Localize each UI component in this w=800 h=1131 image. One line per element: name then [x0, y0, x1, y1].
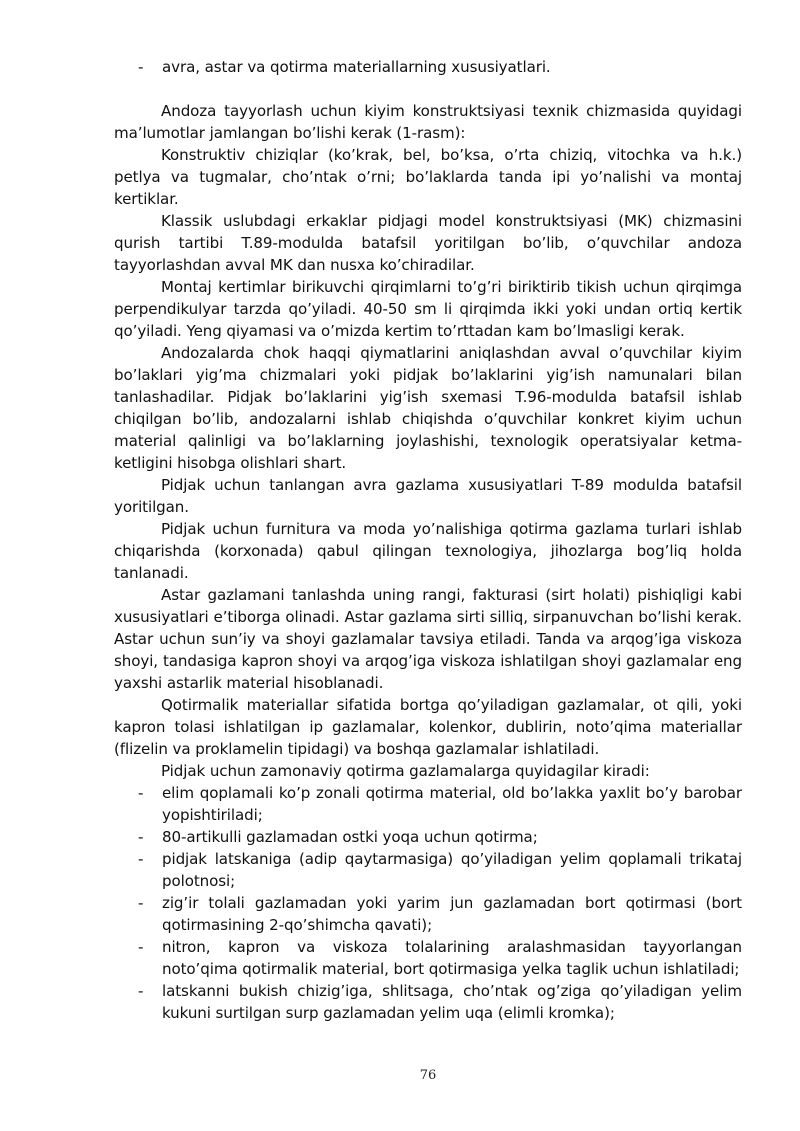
list-item	[114, 936, 742, 980]
paragraph: Qotirmalik materiallar sifatida bortga qo’yiladigan gazlamalar, ot qili, yoki kapron tolasi ishlatilgan ip gazlamalar, kolenkor, dublirin, noto’qima materiallar (flizelin va proklamelin tipidagi) va boshqa gazlamalar ishlatiladi.	[114, 696, 742, 758]
spacer	[114, 78, 742, 100]
list-item-text: 80-artikulli gazlamadan ostki yoqa uchun qotirma;	[162, 828, 538, 846]
list-dash: -	[138, 58, 144, 76]
paragraph: Konstruktiv chiziqlar (ko’krak, bel, bo’ksa, o’rta chiziq, vitochka va h.k.) petlya va tugmalar, cho’ntak o’rni; bo’laklarda tanda ipi yo’nalishi va montaj kertiklar.	[114, 146, 742, 208]
list-item-text: nitron, kapron va viskoza tolalarining aralashmasidan tayyorlangan noto’qima qotirmalik material, bort qotirmasiga yelka taglik uchun ishlatiladi;	[162, 938, 742, 978]
paragraph: Klassik uslubdagi erkaklar pidjagi model konstruktsiyasi (MK) chizmasini qurish tartibi T.89-modulda batafsil yoritilgan bo’lib, o’quvchilar andoza tayyorlashdan avval MK dan nusxa ko’chiradilar.	[114, 212, 742, 274]
list-item	[114, 782, 742, 826]
list-item	[114, 892, 742, 936]
list-dash: -	[138, 784, 144, 802]
list-item-text: elim qoplamali ko’p zonali qotirma material, old bo’lakka yaxlit bo’y barobar yopishtiriladi;	[162, 784, 742, 824]
list-item	[114, 980, 742, 1024]
paragraph: Andoza tayyorlash uchun kiyim konstruktsiyasi texnik chizmasida quyidagi ma’lumotlar jamlangan bo’lishi kerak (1-rasm):	[114, 102, 742, 142]
list-dash: -	[138, 938, 144, 956]
paragraph: Andozalarda chok haqqi qiymatlarini aniqlashdan avval o’quvchilar kiyim bo’laklari yig’ma chizmalari yoki pidjak bo’laklarini yig’ish namunalari bilan tanlashadilar. Pidjak bo’laklarini yig’ish sxemasi T.96-modulda batafsil ishlab chiqilgan bo’lib, andozalarni ishlab chiqishda o’quvchilar konkret kiyim uchun material qalinligi va bo’laklarning joylashishi, texnologik operatsiyalar ketma-ketligini hisobga olishlari shart.	[114, 344, 742, 472]
list-dash: -	[138, 828, 144, 846]
list-item-text: pidjak latskaniga (adip qaytarmasiga) qo’yiladigan yelim qoplamali trikataj polotnosi;	[162, 850, 742, 890]
paragraph: Pidjak uchun tanlangan avra gazlama xususiyatlari T-89 modulda batafsil yoritilgan.	[114, 476, 742, 516]
page-body	[114, 56, 742, 1024]
list-item	[114, 826, 742, 848]
list-dash: -	[138, 982, 144, 1000]
list-item	[114, 848, 742, 892]
paragraph: Pidjak uchun furnitura va moda yo’nalishiga qotirma gazlama turlari ishlab chiqarishda (korxonada) qabul qilingan texnologiya, jihozlarga bog’liq holda tanlanadi.	[114, 520, 742, 582]
intro-list-item	[114, 56, 742, 78]
paragraph: Pidjak uchun zamonaviy qotirma gazlamalarga quyidagilar kiradi:	[161, 762, 650, 780]
list-item-text: avra, astar va qotirma materiallarning xususiyatlari.	[162, 58, 551, 76]
page-number: 76	[419, 1068, 437, 1083]
list-dash: -	[138, 850, 144, 868]
paragraph: Astar gazlamani tanlashda uning rangi, fakturasi (sirt holati) pishiqligi kabi xususiyatlari e’tiborga olinadi. Astar gazlama sirti silliq, sirpanuvchan bo’lishi kerak. Astar uchun sun’iy va shoyi gazlamalar tavsiya etiladi. Tanda va arqog’iga viskoza shoyi, tandasiga kapron shoyi va arqog’iga viskoza ishlatilgan shoyi gazlamalar eng yaxshi astarlik material hisoblanadi.	[114, 586, 742, 692]
list-item-text: zig’ir tolali gazlamadan yoki yarim jun gazlamadan bort qotirmasi (bort qotirmasining 2-qo’shimcha qavati);	[162, 894, 742, 934]
list-dash: -	[138, 894, 144, 912]
list-item-text: latskanni bukish chizig’iga, shlitsaga, cho’ntak og’ziga qo’yiladigan yelim kukuni surtilgan surp gazlamadan yelim uqa (elimli kromka);	[162, 982, 742, 1022]
paragraph: Montaj kertimlar birikuvchi qirqimlarni to’g’ri biriktirib tikish uchun qirqimga perpendikulyar tarzda qo’yiladi. 40-50 sm li qirqimda ikki yoki undan ortiq kertik qo’yiladi. Yeng qiyamasi va o’mizda kertim to’rttadan kam bo’lmasligi kerak.	[114, 278, 742, 340]
